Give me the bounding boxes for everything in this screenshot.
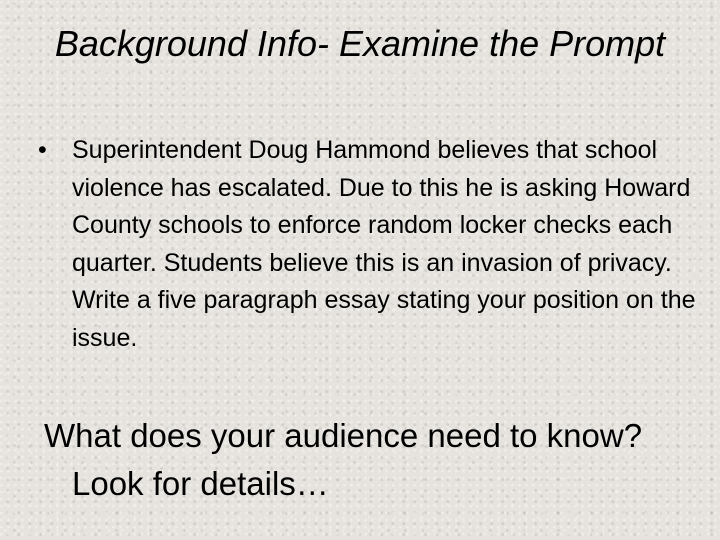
audience-question: What does your audience need to know? Look for details… bbox=[44, 417, 643, 502]
slide-title: Background Info- Examine the Prompt bbox=[54, 23, 666, 64]
prompt-bullet bbox=[30, 132, 720, 357]
bullet-icon: • bbox=[38, 136, 47, 164]
prompt-text: Superintendent Doug Hammond believes that school violence has escalated. Due to this he is asking Howard County schools to enforce random locker checks each quarter. Students believe this is an invasion of privacy. Write a five paragraph essay stating your position on the issue. bbox=[72, 136, 696, 352]
